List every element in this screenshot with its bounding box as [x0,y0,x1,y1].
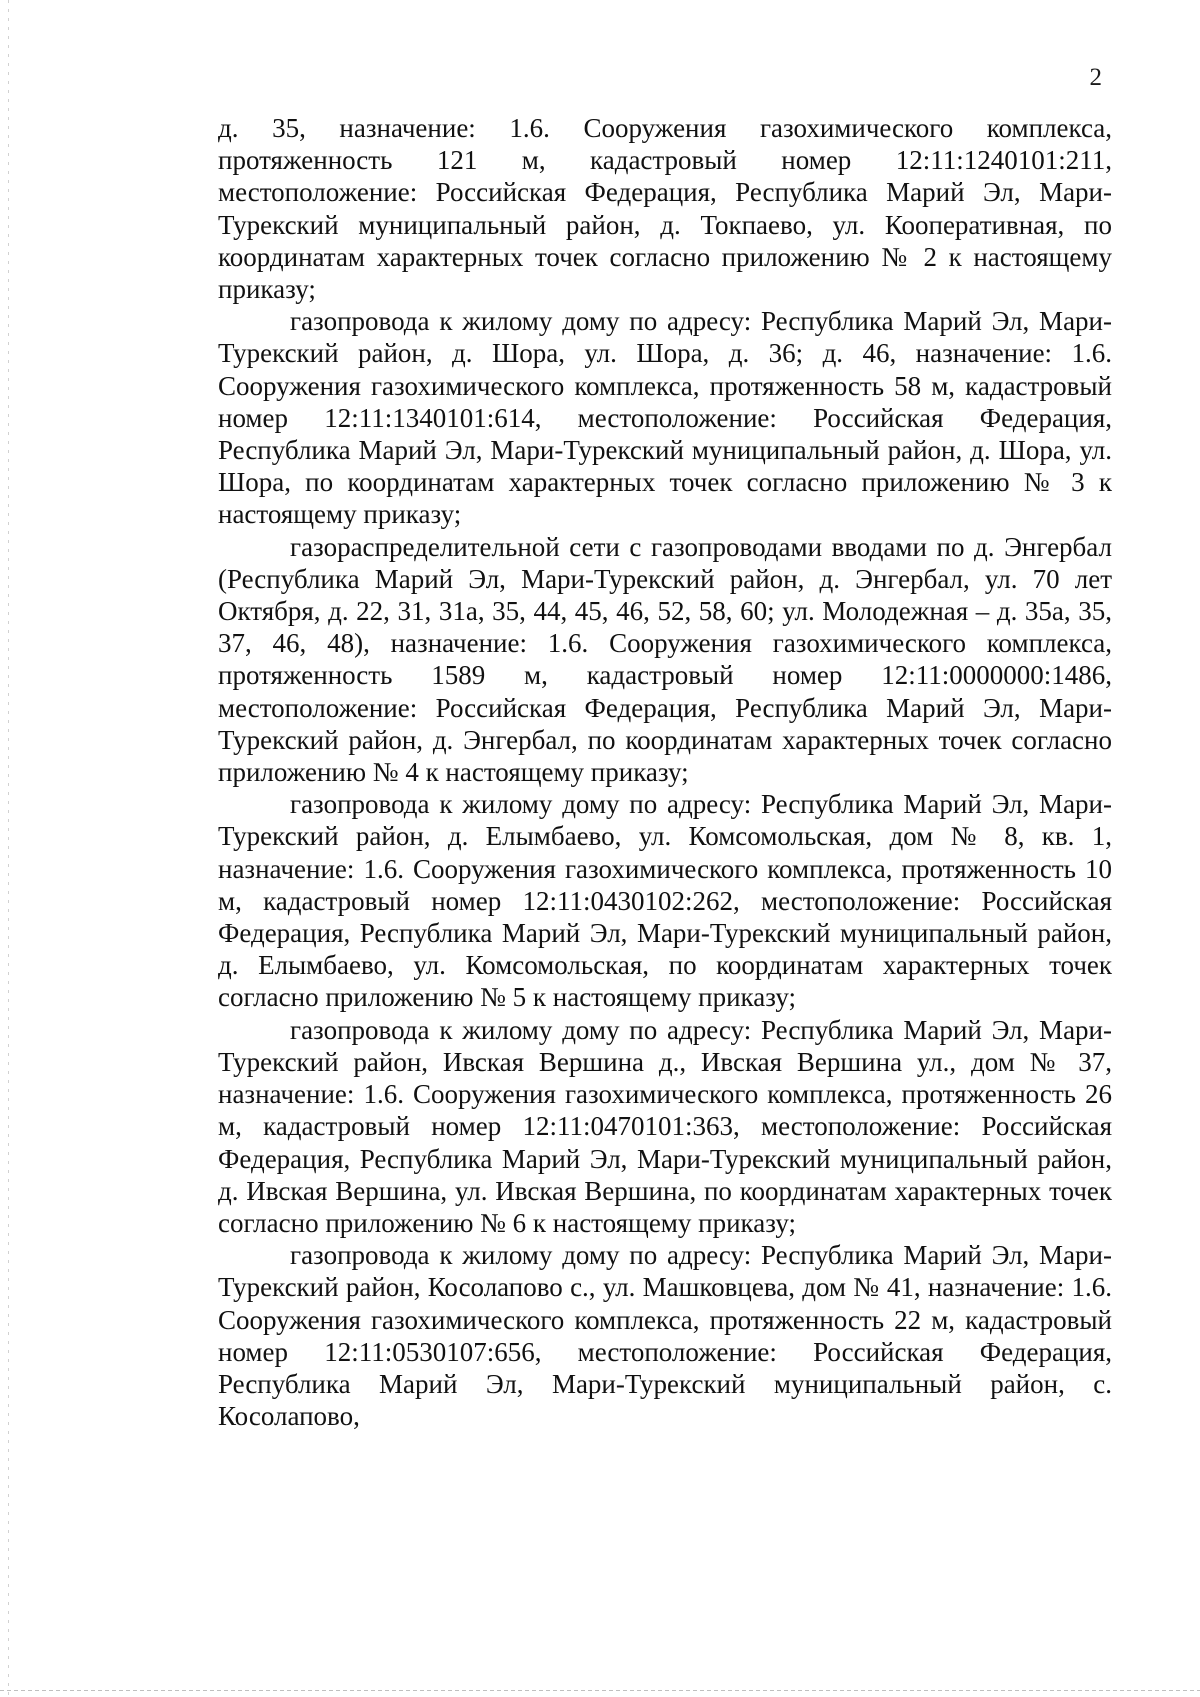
scan-bottom-artifact [0,1690,1200,1691]
page-number: 2 [1089,64,1102,91]
scan-edge-artifact [8,0,9,1697]
paragraph-ivskaya-vershina: газопровода к жилому дому по адресу: Республика Марий Эл, Мари-Турекский район, Ивская Вершина д., Ивская Вершина ул., дом № 37, назначение: 1.6. Сооружения газохимического комплекса, протяженность 26 м, кадастровый номер 12:11:0470101:363, местоположение: Российская Федерация, Республика Марий Эл, Мари-Турекский муниципальный район, д. Ивская Вершина, ул. Ивская Вершина, по координатам характерных точек согласно приложению № 6 к настоящему приказу; [218,1014,1112,1238]
paragraph-toкпаево: д. 35, назначение: 1.6. Сооружения газохимического комплекса, протяженность 121 м, кадастровый номер 12:11:1240101:211, местоположение: Российская Федерация, Республика Марий Эл, Мари-Турекский муниципальный район, д. Токпаево, ул. Кооперативная, по координатам характерных точек согласно приложению № 2 к настоящему приказу; [218,113,1112,305]
paragraph-engerbal: газораспределительной сети с газопроводами вводами по д. Энгербал (Республика Марий Эл, Мари-Турекский район, д. Энгербал, ул. 70 лет Октября, д. 22, 31, 31а, 35, 44, 45, 46, 52, 58, 60; ул. Молодежная – д. 35а, 35, 37, 46, 48), назначение: 1.6. Сооружения газохимического комплекса, протяженность 1589 м, кадастровый номер 12:11:0000000:1486, местоположение: Российская Федерация, Республика Марий Эл, Мари-Турекский район, д. Энгербал, по координатам характерных точек согласно приложению № 4 к настоящему приказу; [218,531,1112,788]
document-body [218,112,1112,1432]
paragraph-shora: газопровода к жилому дому по адресу: Республика Марий Эл, Мари-Турекский район, д. Шора, ул. Шора, д. 36; д. 46, назначение: 1.6. Сооружения газохимического комплекса, протяженность 58 м, кадастровый номер 12:11:1340101:614, местоположение: Российская Федерация, Республика Марий Эл, Мари-Турекский муниципальный район, д. Шора, ул. Шора, по координатам характерных точек согласно приложению № 3 к настоящему приказу; [218,306,1112,530]
paragraph-kosolapovo: газопровода к жилому дому по адресу: Республика Марий Эл, Мари-Турекский район, Косолапово с., ул. Машковцева, дом № 41, назначение: 1.6. Сооружения газохимического комплекса, протяженность 22 м, кадастровый номер 12:11:0530107:656, местоположение: Российская Федерация, Республика Марий Эл, Мари-Турекский муниципальный район, с. Косолапово, [218,1240,1112,1432]
paragraph-elymbaevo: газопровода к жилому дому по адресу: Республика Марий Эл, Мари-Турекский район, д. Елымбаево, ул. Комсомольская, дом № 8, кв. 1, назначение: 1.6. Сооружения газохимического комплекса, протяженность 10 м, кадастровый номер 12:11:0430102:262, местоположение: Российская Федерация, Республика Марий Эл, Мари-Турекский муниципальный район, д. Елымбаево, ул. Комсомольская, по координатам характерных точек согласно приложению № 5 к настоящему приказу; [218,789,1112,1013]
